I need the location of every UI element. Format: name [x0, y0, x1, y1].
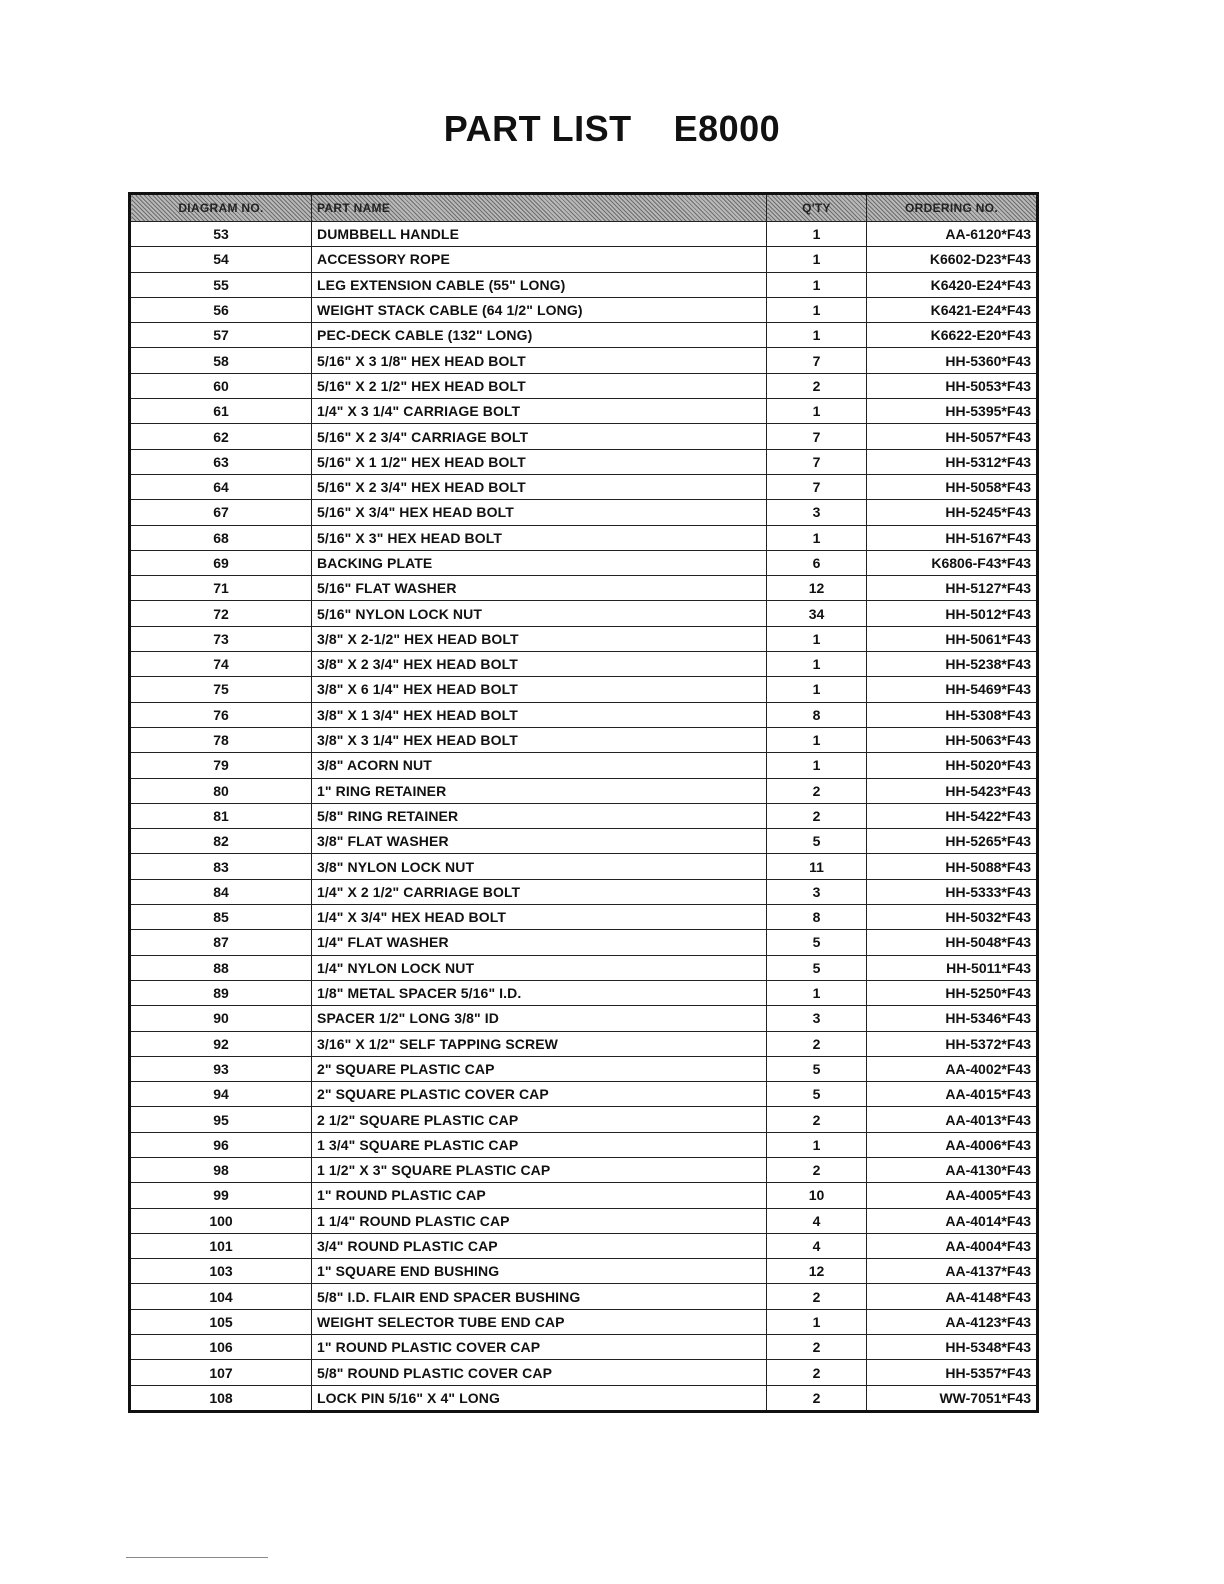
- table-row: [130, 980, 1038, 1005]
- table-row: [130, 500, 1038, 525]
- ordering-no-cell: AA-4006*F43: [867, 1132, 1038, 1157]
- diagram-no-cell: 95: [130, 1107, 312, 1132]
- table-row: [130, 576, 1038, 601]
- qty-cell: 8: [767, 702, 867, 727]
- table-row: [130, 1006, 1038, 1031]
- table-row: [130, 424, 1038, 449]
- title-text: PART LIST: [443, 108, 632, 149]
- part-name-cell: 1" SQUARE END BUSHING: [312, 1259, 767, 1284]
- diagram-no-cell: 107: [130, 1360, 312, 1385]
- qty-cell: 5: [767, 955, 867, 980]
- part-name-cell: PEC-DECK CABLE (132" LONG): [312, 323, 767, 348]
- qty-cell: 1: [767, 323, 867, 348]
- part-name-cell: BACKING PLATE: [312, 550, 767, 575]
- table-row: [130, 1132, 1038, 1157]
- diagram-no-cell: 82: [130, 829, 312, 854]
- part-name-cell: 1 1/4" ROUND PLASTIC CAP: [312, 1208, 767, 1233]
- part-name-cell: 3/8" X 1 3/4" HEX HEAD BOLT: [312, 702, 767, 727]
- diagram-no-cell: 63: [130, 449, 312, 474]
- header-part-name: PART NAME: [312, 194, 767, 222]
- ordering-no-cell: HH-5333*F43: [867, 879, 1038, 904]
- qty-cell: 2: [767, 1107, 867, 1132]
- qty-cell: 8: [767, 905, 867, 930]
- table-row: [130, 323, 1038, 348]
- table-row: [130, 803, 1038, 828]
- ordering-no-cell: K6622-E20*F43: [867, 323, 1038, 348]
- qty-cell: 1: [767, 753, 867, 778]
- part-name-cell: 3/8" X 6 1/4" HEX HEAD BOLT: [312, 677, 767, 702]
- qty-cell: 1: [767, 247, 867, 272]
- diagram-no-cell: 101: [130, 1233, 312, 1258]
- table-row: [130, 727, 1038, 752]
- diagram-no-cell: 80: [130, 778, 312, 803]
- part-name-cell: 2" SQUARE PLASTIC CAP: [312, 1056, 767, 1081]
- header-row: [130, 194, 1038, 222]
- part-name-cell: 1/8" METAL SPACER 5/16" I.D.: [312, 980, 767, 1005]
- qty-cell: 1: [767, 1132, 867, 1157]
- ordering-no-cell: HH-5053*F43: [867, 373, 1038, 398]
- table-row: [130, 1183, 1038, 1208]
- diagram-no-cell: 96: [130, 1132, 312, 1157]
- ordering-no-cell: HH-5360*F43: [867, 348, 1038, 373]
- diagram-no-cell: 85: [130, 905, 312, 930]
- table-row: [130, 550, 1038, 575]
- qty-cell: 3: [767, 879, 867, 904]
- diagram-no-cell: 73: [130, 626, 312, 651]
- qty-cell: 1: [767, 525, 867, 550]
- diagram-no-cell: 89: [130, 980, 312, 1005]
- table-row: [130, 677, 1038, 702]
- part-name-cell: LOCK PIN 5/16" X 4" LONG: [312, 1385, 767, 1411]
- qty-cell: 5: [767, 930, 867, 955]
- qty-cell: 2: [767, 1157, 867, 1182]
- qty-cell: 5: [767, 1082, 867, 1107]
- part-name-cell: 5/16" X 3 1/8" HEX HEAD BOLT: [312, 348, 767, 373]
- diagram-no-cell: 99: [130, 1183, 312, 1208]
- diagram-no-cell: 103: [130, 1259, 312, 1284]
- diagram-no-cell: 64: [130, 474, 312, 499]
- table-row: [130, 626, 1038, 651]
- table-row: [130, 1082, 1038, 1107]
- qty-cell: 7: [767, 474, 867, 499]
- qty-cell: 1: [767, 399, 867, 424]
- model-number: E8000: [673, 108, 781, 149]
- header-qty: Q'TY: [767, 194, 867, 222]
- part-name-cell: 5/8" RING RETAINER: [312, 803, 767, 828]
- ordering-no-cell: HH-5357*F43: [867, 1360, 1038, 1385]
- ordering-no-cell: HH-5245*F43: [867, 500, 1038, 525]
- ordering-no-cell: HH-5048*F43: [867, 930, 1038, 955]
- ordering-no-cell: HH-5312*F43: [867, 449, 1038, 474]
- qty-cell: 2: [767, 373, 867, 398]
- qty-cell: 1: [767, 652, 867, 677]
- qty-cell: 10: [767, 1183, 867, 1208]
- table-row: [130, 1259, 1038, 1284]
- ordering-no-cell: AA-4013*F43: [867, 1107, 1038, 1132]
- table-row: [130, 297, 1038, 322]
- table-row: [130, 373, 1038, 398]
- diagram-no-cell: 79: [130, 753, 312, 778]
- qty-cell: 2: [767, 1335, 867, 1360]
- diagram-no-cell: 55: [130, 272, 312, 297]
- diagram-no-cell: 87: [130, 930, 312, 955]
- table-row: [130, 348, 1038, 373]
- table-row: [130, 652, 1038, 677]
- diagram-no-cell: 72: [130, 601, 312, 626]
- qty-cell: 2: [767, 1284, 867, 1309]
- ordering-no-cell: HH-5346*F43: [867, 1006, 1038, 1031]
- ordering-no-cell: AA-4002*F43: [867, 1056, 1038, 1081]
- diagram-no-cell: 108: [130, 1385, 312, 1411]
- part-name-cell: 3/16" X 1/2" SELF TAPPING SCREW: [312, 1031, 767, 1056]
- table-row: [130, 1233, 1038, 1258]
- ordering-no-cell: HH-5057*F43: [867, 424, 1038, 449]
- ordering-no-cell: K6421-E24*F43: [867, 297, 1038, 322]
- ordering-no-cell: HH-5395*F43: [867, 399, 1038, 424]
- ordering-no-cell: K6806-F43*F43: [867, 550, 1038, 575]
- ordering-no-cell: HH-5265*F43: [867, 829, 1038, 854]
- part-name-cell: 5/8" ROUND PLASTIC COVER CAP: [312, 1360, 767, 1385]
- qty-cell: 1: [767, 222, 867, 247]
- diagram-no-cell: 61: [130, 399, 312, 424]
- table-row: [130, 905, 1038, 930]
- ordering-no-cell: HH-5088*F43: [867, 854, 1038, 879]
- ordering-no-cell: HH-5469*F43: [867, 677, 1038, 702]
- ordering-no-cell: AA-4015*F43: [867, 1082, 1038, 1107]
- diagram-no-cell: 98: [130, 1157, 312, 1182]
- diagram-no-cell: 62: [130, 424, 312, 449]
- part-name-cell: 1" RING RETAINER: [312, 778, 767, 803]
- diagram-no-cell: 105: [130, 1309, 312, 1334]
- ordering-no-cell: AA-4123*F43: [867, 1309, 1038, 1334]
- part-name-cell: DUMBBELL HANDLE: [312, 222, 767, 247]
- qty-cell: 1: [767, 727, 867, 752]
- diagram-no-cell: 60: [130, 373, 312, 398]
- qty-cell: 2: [767, 1031, 867, 1056]
- diagram-no-cell: 100: [130, 1208, 312, 1233]
- footer-rule: [126, 1557, 268, 1558]
- part-name-cell: 3/4" ROUND PLASTIC CAP: [312, 1233, 767, 1258]
- qty-cell: 2: [767, 1360, 867, 1385]
- table-row: [130, 1107, 1038, 1132]
- table-row: [130, 1360, 1038, 1385]
- qty-cell: 7: [767, 424, 867, 449]
- part-name-cell: 3/8" X 3 1/4" HEX HEAD BOLT: [312, 727, 767, 752]
- table-row: [130, 1031, 1038, 1056]
- qty-cell: 11: [767, 854, 867, 879]
- diagram-no-cell: 104: [130, 1284, 312, 1309]
- qty-cell: 2: [767, 778, 867, 803]
- table-row: [130, 525, 1038, 550]
- ordering-no-cell: AA-4130*F43: [867, 1157, 1038, 1182]
- table-row: [130, 222, 1038, 247]
- part-name-cell: SPACER 1/2" LONG 3/8" ID: [312, 1006, 767, 1031]
- ordering-no-cell: HH-5127*F43: [867, 576, 1038, 601]
- table-row: [130, 1056, 1038, 1081]
- diagram-no-cell: 76: [130, 702, 312, 727]
- diagram-no-cell: 83: [130, 854, 312, 879]
- part-name-cell: LEG EXTENSION CABLE (55" LONG): [312, 272, 767, 297]
- diagram-no-cell: 56: [130, 297, 312, 322]
- ordering-no-cell: HH-5422*F43: [867, 803, 1038, 828]
- part-name-cell: 3/8" FLAT WASHER: [312, 829, 767, 854]
- qty-cell: 4: [767, 1233, 867, 1258]
- part-name-cell: 5/16" X 1 1/2" HEX HEAD BOLT: [312, 449, 767, 474]
- table-row: [130, 753, 1038, 778]
- diagram-no-cell: 58: [130, 348, 312, 373]
- table-row: [130, 854, 1038, 879]
- part-name-cell: 5/16" X 3" HEX HEAD BOLT: [312, 525, 767, 550]
- table-row: [130, 879, 1038, 904]
- ordering-no-cell: AA-4137*F43: [867, 1259, 1038, 1284]
- part-name-cell: 1 3/4" SQUARE PLASTIC CAP: [312, 1132, 767, 1157]
- ordering-no-cell: HH-5011*F43: [867, 955, 1038, 980]
- part-name-cell: WEIGHT SELECTOR TUBE END CAP: [312, 1309, 767, 1334]
- part-name-cell: 5/16" FLAT WASHER: [312, 576, 767, 601]
- table-row: [130, 399, 1038, 424]
- header-diagram-no: DIAGRAM NO.: [130, 194, 312, 222]
- table-row: [130, 449, 1038, 474]
- table-row: [130, 601, 1038, 626]
- qty-cell: 4: [767, 1208, 867, 1233]
- diagram-no-cell: 53: [130, 222, 312, 247]
- qty-cell: 5: [767, 829, 867, 854]
- part-name-cell: 2 1/2" SQUARE PLASTIC CAP: [312, 1107, 767, 1132]
- diagram-no-cell: 71: [130, 576, 312, 601]
- ordering-no-cell: HH-5012*F43: [867, 601, 1038, 626]
- diagram-no-cell: 68: [130, 525, 312, 550]
- table-row: [130, 778, 1038, 803]
- table-row: [130, 829, 1038, 854]
- part-name-cell: 3/8" X 2-1/2" HEX HEAD BOLT: [312, 626, 767, 651]
- part-name-cell: 1" ROUND PLASTIC COVER CAP: [312, 1335, 767, 1360]
- qty-cell: 5: [767, 1056, 867, 1081]
- part-name-cell: 1/4" X 3/4" HEX HEAD BOLT: [312, 905, 767, 930]
- diagram-no-cell: 67: [130, 500, 312, 525]
- part-name-cell: 5/16" X 2 3/4" HEX HEAD BOLT: [312, 474, 767, 499]
- qty-cell: 1: [767, 272, 867, 297]
- ordering-no-cell: AA-4014*F43: [867, 1208, 1038, 1233]
- qty-cell: 6: [767, 550, 867, 575]
- part-name-cell: 5/8" I.D. FLAIR END SPACER BUSHING: [312, 1284, 767, 1309]
- ordering-no-cell: HH-5308*F43: [867, 702, 1038, 727]
- table-row: [130, 1385, 1038, 1411]
- ordering-no-cell: HH-5423*F43: [867, 778, 1038, 803]
- qty-cell: 3: [767, 1006, 867, 1031]
- diagram-no-cell: 74: [130, 652, 312, 677]
- ordering-no-cell: K6420-E24*F43: [867, 272, 1038, 297]
- table-row: [130, 1208, 1038, 1233]
- diagram-no-cell: 88: [130, 955, 312, 980]
- ordering-no-cell: AA-4148*F43: [867, 1284, 1038, 1309]
- part-name-cell: 3/8" ACORN NUT: [312, 753, 767, 778]
- diagram-no-cell: 90: [130, 1006, 312, 1031]
- table-row: [130, 955, 1038, 980]
- ordering-no-cell: AA-4004*F43: [867, 1233, 1038, 1258]
- part-name-cell: 5/16" X 2 3/4" CARRIAGE BOLT: [312, 424, 767, 449]
- qty-cell: 1: [767, 626, 867, 651]
- diagram-no-cell: 57: [130, 323, 312, 348]
- diagram-no-cell: 93: [130, 1056, 312, 1081]
- qty-cell: 7: [767, 449, 867, 474]
- page-title: [0, 108, 1224, 150]
- qty-cell: 34: [767, 601, 867, 626]
- ordering-no-cell: HH-5238*F43: [867, 652, 1038, 677]
- part-name-cell: 5/16" X 2 1/2" HEX HEAD BOLT: [312, 373, 767, 398]
- ordering-no-cell: HH-5348*F43: [867, 1335, 1038, 1360]
- table-row: [130, 1284, 1038, 1309]
- table-row: [130, 1157, 1038, 1182]
- ordering-no-cell: HH-5032*F43: [867, 905, 1038, 930]
- qty-cell: 1: [767, 980, 867, 1005]
- qty-cell: 1: [767, 297, 867, 322]
- table-row: [130, 1309, 1038, 1334]
- ordering-no-cell: HH-5167*F43: [867, 525, 1038, 550]
- diagram-no-cell: 106: [130, 1335, 312, 1360]
- ordering-no-cell: K6602-D23*F43: [867, 247, 1038, 272]
- diagram-no-cell: 84: [130, 879, 312, 904]
- table-row: [130, 474, 1038, 499]
- part-name-cell: 5/16" X 3/4" HEX HEAD BOLT: [312, 500, 767, 525]
- diagram-no-cell: 69: [130, 550, 312, 575]
- part-name-cell: WEIGHT STACK CABLE (64 1/2" LONG): [312, 297, 767, 322]
- diagram-no-cell: 81: [130, 803, 312, 828]
- part-name-cell: 3/8" X 2 3/4" HEX HEAD BOLT: [312, 652, 767, 677]
- diagram-no-cell: 94: [130, 1082, 312, 1107]
- table-row: [130, 702, 1038, 727]
- diagram-no-cell: 54: [130, 247, 312, 272]
- ordering-no-cell: HH-5058*F43: [867, 474, 1038, 499]
- table-row: [130, 1335, 1038, 1360]
- part-name-cell: 3/8" NYLON LOCK NUT: [312, 854, 767, 879]
- diagram-no-cell: 78: [130, 727, 312, 752]
- qty-cell: 12: [767, 576, 867, 601]
- qty-cell: 1: [767, 677, 867, 702]
- part-name-cell: 1/4" FLAT WASHER: [312, 930, 767, 955]
- qty-cell: 12: [767, 1259, 867, 1284]
- ordering-no-cell: WW-7051*F43: [867, 1385, 1038, 1411]
- part-name-cell: ACCESSORY ROPE: [312, 247, 767, 272]
- diagram-no-cell: 92: [130, 1031, 312, 1056]
- ordering-no-cell: HH-5061*F43: [867, 626, 1038, 651]
- ordering-no-cell: AA-6120*F43: [867, 222, 1038, 247]
- ordering-no-cell: HH-5250*F43: [867, 980, 1038, 1005]
- table-row: [130, 930, 1038, 955]
- ordering-no-cell: HH-5020*F43: [867, 753, 1038, 778]
- part-name-cell: 2" SQUARE PLASTIC COVER CAP: [312, 1082, 767, 1107]
- table-row: [130, 272, 1038, 297]
- part-name-cell: 5/16" NYLON LOCK NUT: [312, 601, 767, 626]
- qty-cell: 7: [767, 348, 867, 373]
- part-name-cell: 1" ROUND PLASTIC CAP: [312, 1183, 767, 1208]
- part-name-cell: 1 1/2" X 3" SQUARE PLASTIC CAP: [312, 1157, 767, 1182]
- diagram-no-cell: 75: [130, 677, 312, 702]
- qty-cell: 1: [767, 1309, 867, 1334]
- part-name-cell: 1/4" X 2 1/2" CARRIAGE BOLT: [312, 879, 767, 904]
- ordering-no-cell: AA-4005*F43: [867, 1183, 1038, 1208]
- part-name-cell: 1/4" NYLON LOCK NUT: [312, 955, 767, 980]
- ordering-no-cell: HH-5372*F43: [867, 1031, 1038, 1056]
- qty-cell: 2: [767, 1385, 867, 1411]
- parts-table: [128, 192, 1039, 1413]
- table-row: [130, 247, 1038, 272]
- header-ordering-no: ORDERING NO.: [867, 194, 1038, 222]
- qty-cell: 2: [767, 803, 867, 828]
- part-name-cell: 1/4" X 3 1/4" CARRIAGE BOLT: [312, 399, 767, 424]
- qty-cell: 3: [767, 500, 867, 525]
- ordering-no-cell: HH-5063*F43: [867, 727, 1038, 752]
